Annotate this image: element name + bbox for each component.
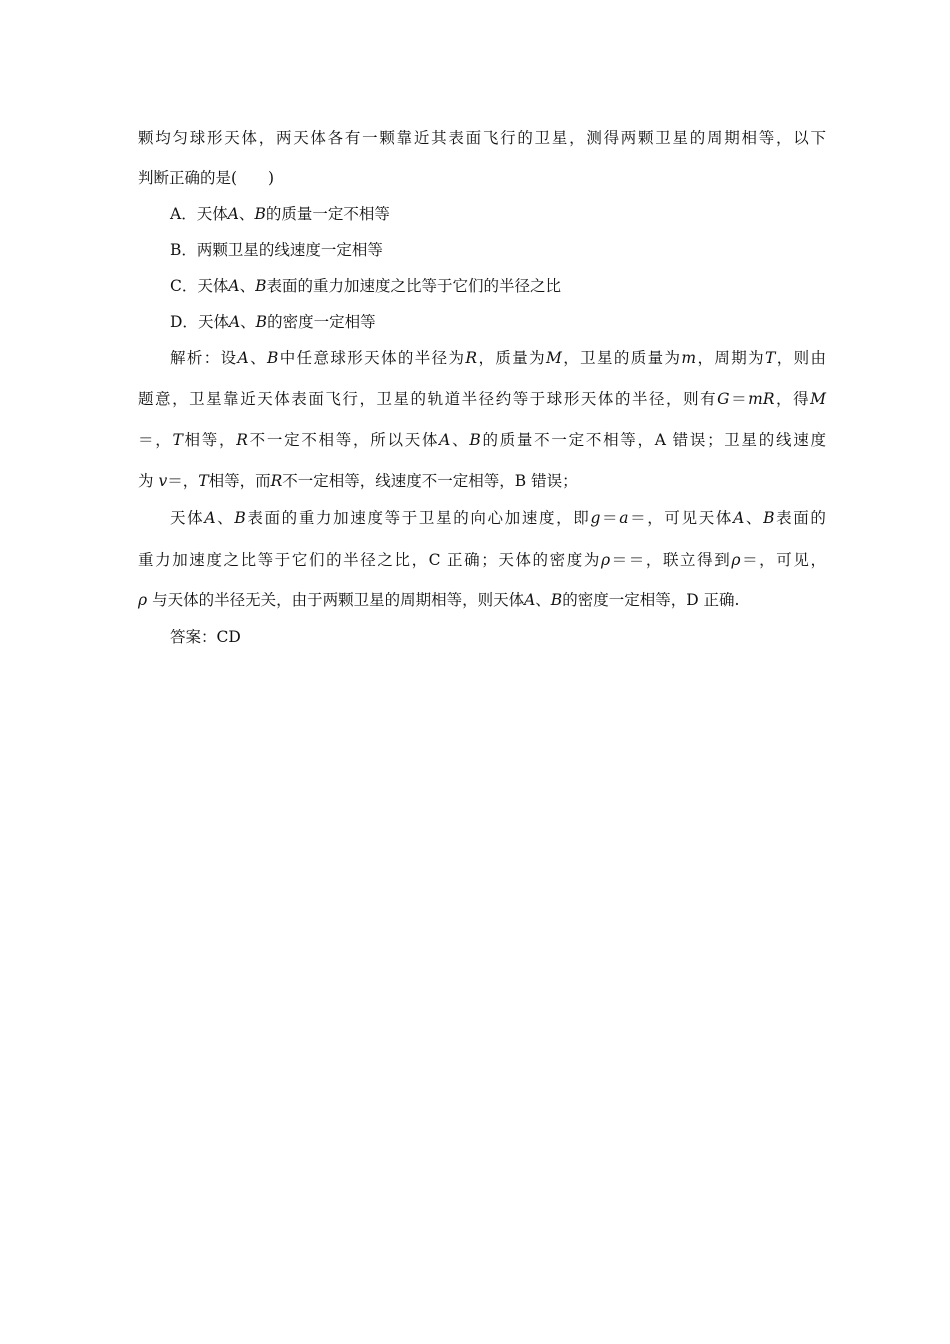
- option-text: 、: [238, 205, 255, 223]
- analysis-text: ＝: [729, 390, 749, 408]
- math-var: T: [764, 349, 776, 367]
- analysis-text: 、: [248, 349, 267, 367]
- math-var: B: [255, 277, 267, 295]
- math-var: T: [172, 431, 183, 449]
- math-var: A: [228, 313, 241, 331]
- analysis-text: ，则由: [775, 349, 826, 367]
- analysis-text: 的质量不一定不相等，A 错误；卫星的线速度: [480, 431, 826, 449]
- analysis-text: 、: [215, 509, 235, 527]
- answer-line: 答案：CD: [170, 628, 241, 646]
- math-var: M: [810, 390, 826, 408]
- analysis-p1-line-3: [138, 430, 826, 450]
- analysis-text: 表面的: [774, 509, 826, 527]
- option-text: 的密度一定相等: [267, 313, 376, 331]
- option-c: [170, 276, 561, 296]
- option-label: D．: [170, 313, 198, 331]
- option-text: 天体: [196, 205, 228, 223]
- analysis-p1-line-2: [138, 389, 826, 409]
- analysis-text: 、: [744, 509, 764, 527]
- analysis-text: ＝，: [167, 472, 199, 490]
- question-stem-line-1: 颗均匀球形天体，两天体各有一颗靠近其表面飞行的卫星，测得两颗卫星的周期相等，以下: [138, 129, 826, 147]
- option-d: [170, 312, 376, 332]
- option-label: B．: [170, 241, 197, 259]
- math-var: v: [158, 472, 168, 490]
- analysis-text: ，周期为: [696, 349, 765, 367]
- math-var: R: [270, 472, 283, 490]
- math-var: B: [255, 313, 268, 331]
- analysis-text: 、: [535, 591, 551, 609]
- option-text: 的质量一定不相等: [265, 205, 390, 223]
- analysis-text: 不一定相等，线速度不一定相等，B 错误；: [282, 472, 578, 490]
- analysis-text: 表面的重力加速度等于卫星的向心加速度，即: [245, 509, 591, 527]
- analysis-text: 题意，卫星靠近天体表面飞行，卫星的轨道半径约等于球形天体的半径，则有: [138, 390, 718, 408]
- analysis-text: ＝: [600, 509, 620, 527]
- math-var: B: [469, 431, 481, 449]
- option-text: 天体: [197, 313, 229, 331]
- math-var: a: [619, 509, 629, 527]
- analysis-p2-line-3: [138, 590, 739, 610]
- math-var: ρ: [731, 551, 741, 569]
- math-var: A: [204, 509, 216, 527]
- math-var: m: [681, 349, 697, 367]
- question-stem-line-2: 判断正确的是( ): [138, 169, 275, 187]
- option-text: 、: [239, 277, 256, 295]
- analysis-text: ＝，: [138, 431, 173, 449]
- math-var: B: [266, 349, 279, 367]
- math-var: ρ: [600, 551, 611, 569]
- analysis-text: 天体: [170, 509, 205, 527]
- math-var: R: [465, 349, 478, 367]
- analysis-text: ＝，可见，: [740, 551, 826, 569]
- math-var: A: [237, 349, 249, 367]
- math-var: B: [763, 509, 775, 527]
- math-var: R: [236, 431, 248, 449]
- math-var: B: [550, 591, 563, 609]
- math-var: B: [234, 509, 246, 527]
- math-var: M: [545, 349, 562, 367]
- analysis-p2-line-1: [170, 508, 826, 528]
- analysis-text: 不一定不相等，所以天体: [247, 431, 440, 449]
- option-label: A．: [170, 205, 197, 223]
- math-var: B: [254, 205, 266, 223]
- analysis-text: ，卫星的质量为: [561, 349, 682, 367]
- math-var: A: [524, 591, 536, 609]
- analysis-text: 重力加速度之比等于它们的半径之比，C 正确；天体的密度为: [138, 551, 601, 569]
- analysis-text: 中任意球形天体的半径为: [278, 349, 466, 367]
- analysis-text: ，得: [774, 390, 811, 408]
- math-var: g: [590, 509, 601, 527]
- option-text: 两颗卫星的线速度一定相等: [196, 241, 383, 259]
- math-var: mR: [748, 390, 775, 408]
- option-label: C．: [170, 277, 198, 295]
- analysis-p1-line-4: [138, 471, 578, 491]
- math-var: A: [228, 277, 240, 295]
- analysis-text: ＝＝，联立得到: [610, 551, 732, 569]
- math-var: T: [198, 472, 209, 490]
- analysis-p1-line-1: [170, 348, 826, 368]
- option-text: 、: [240, 313, 256, 331]
- analysis-text: ，质量为: [477, 349, 546, 367]
- option-a: [170, 204, 390, 224]
- analysis-text: 、: [450, 431, 470, 449]
- analysis-p2-line-2: [138, 550, 826, 570]
- option-text: 表面的重力加速度之比等于它们的半径之比: [266, 277, 562, 295]
- math-var: A: [227, 205, 239, 223]
- analysis-text: 的密度一定相等，D 正确.: [562, 591, 740, 609]
- option-text: 天体: [197, 277, 229, 295]
- analysis-text: 为: [138, 472, 154, 490]
- analysis-text: 相等，而: [208, 472, 271, 490]
- option-b: [170, 240, 383, 260]
- analysis-text: 相等，: [182, 431, 237, 449]
- analysis-text: 解析：设: [170, 349, 238, 367]
- math-var: A: [733, 509, 745, 527]
- analysis-text: ＝，可见天体: [628, 509, 734, 527]
- math-var: ρ: [138, 591, 148, 609]
- math-var: A: [439, 431, 451, 449]
- analysis-text: 与天体的半径无关，由于两颗卫星的周期相等，则天体: [152, 591, 525, 609]
- math-var: G: [717, 390, 730, 408]
